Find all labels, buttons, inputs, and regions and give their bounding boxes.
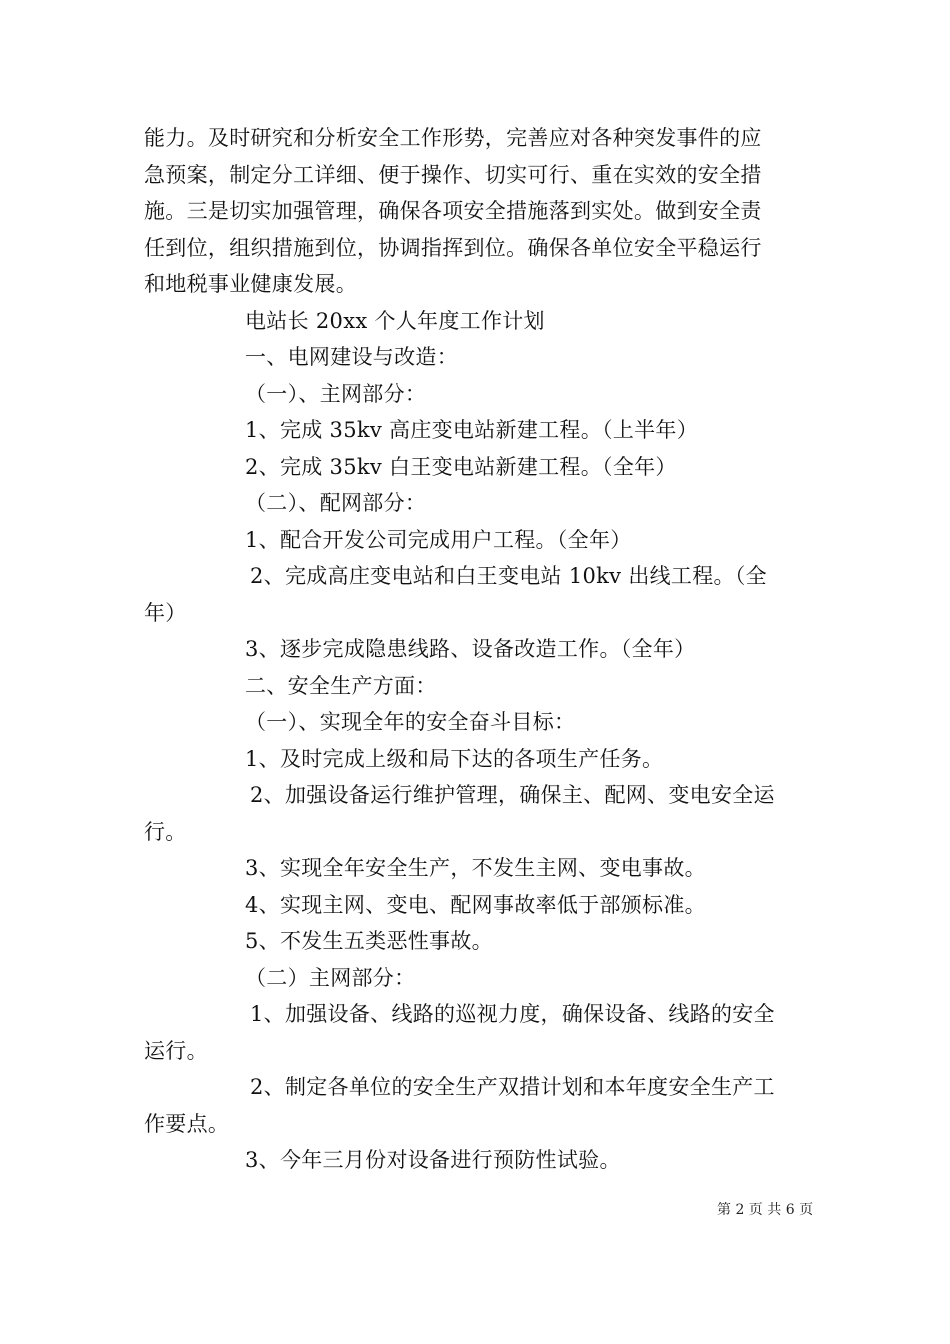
list-item: 1、加强设备、线路的巡视力度，确保设备、线路的安全 xyxy=(250,1002,775,1026)
list-item: 3、实现全年安全生产，不发生主网、变电事故。 xyxy=(245,856,706,880)
page-number: 第 2 页 共 6 页 xyxy=(717,1202,814,1218)
list-item: 2、完成高庄变电站和白王变电站 10kv 出线工程。（全 xyxy=(250,564,767,588)
section-title: 电站长 20xx 个人年度工作计划 xyxy=(245,309,545,333)
text-line: 急预案，制定分工详细、便于操作、切实可行、重在实效的安全措 xyxy=(144,163,762,187)
heading-level-2: （一）、实现全年的安全奋斗目标： xyxy=(245,710,576,734)
list-item-continuation: 作要点。 xyxy=(144,1112,230,1136)
list-item: 4、实现主网、变电、配网事故率低于部颁标准。 xyxy=(245,893,706,917)
list-item: 1、完成 35kv 高庄变电站新建工程。（上半年） xyxy=(245,418,699,442)
list-item-continuation: 运行。 xyxy=(144,1039,208,1063)
list-item: 1、配合开发公司完成用户工程。（全年） xyxy=(245,528,632,552)
heading-level-2: （二）主网部分： xyxy=(245,966,416,990)
text-line: 施。三是切实加强管理，确保各项安全措施落到实处。做到安全责 xyxy=(144,199,762,223)
list-item: 3、逐步完成隐患线路、设备改造工作。（全年） xyxy=(245,637,696,661)
list-item: 2、完成 35kv 白王变电站新建工程。（全年） xyxy=(245,455,677,479)
heading-level-1: 二、安全生产方面： xyxy=(245,674,437,698)
text-line: 和地税事业健康发展。 xyxy=(144,272,357,296)
text-line: 任到位，组织措施到位，协调指挥到位。确保各单位安全平稳运行 xyxy=(144,236,762,260)
list-item: 2、加强设备运行维护管理，确保主、配网、变电安全运 xyxy=(250,783,775,807)
list-item: 3、今年三月份对设备进行预防性试验。 xyxy=(245,1148,621,1172)
text-line: 能力。及时研究和分析安全工作形势，完善应对各种突发事件的应 xyxy=(144,126,762,150)
list-item-continuation: 行。 xyxy=(144,820,187,844)
heading-level-1: 一、电网建设与改造： xyxy=(245,345,458,369)
heading-level-2: （二）、配网部分： xyxy=(245,491,427,515)
heading-level-2: （一）、主网部分： xyxy=(245,382,427,406)
list-item: 5、不发生五类恶性事故。 xyxy=(245,929,493,953)
list-item: 1、及时完成上级和局下达的各项生产任务。 xyxy=(245,747,664,771)
list-item: 2、制定各单位的安全生产双措计划和本年度安全生产工 xyxy=(250,1075,775,1099)
list-item-continuation: 年） xyxy=(144,601,187,625)
